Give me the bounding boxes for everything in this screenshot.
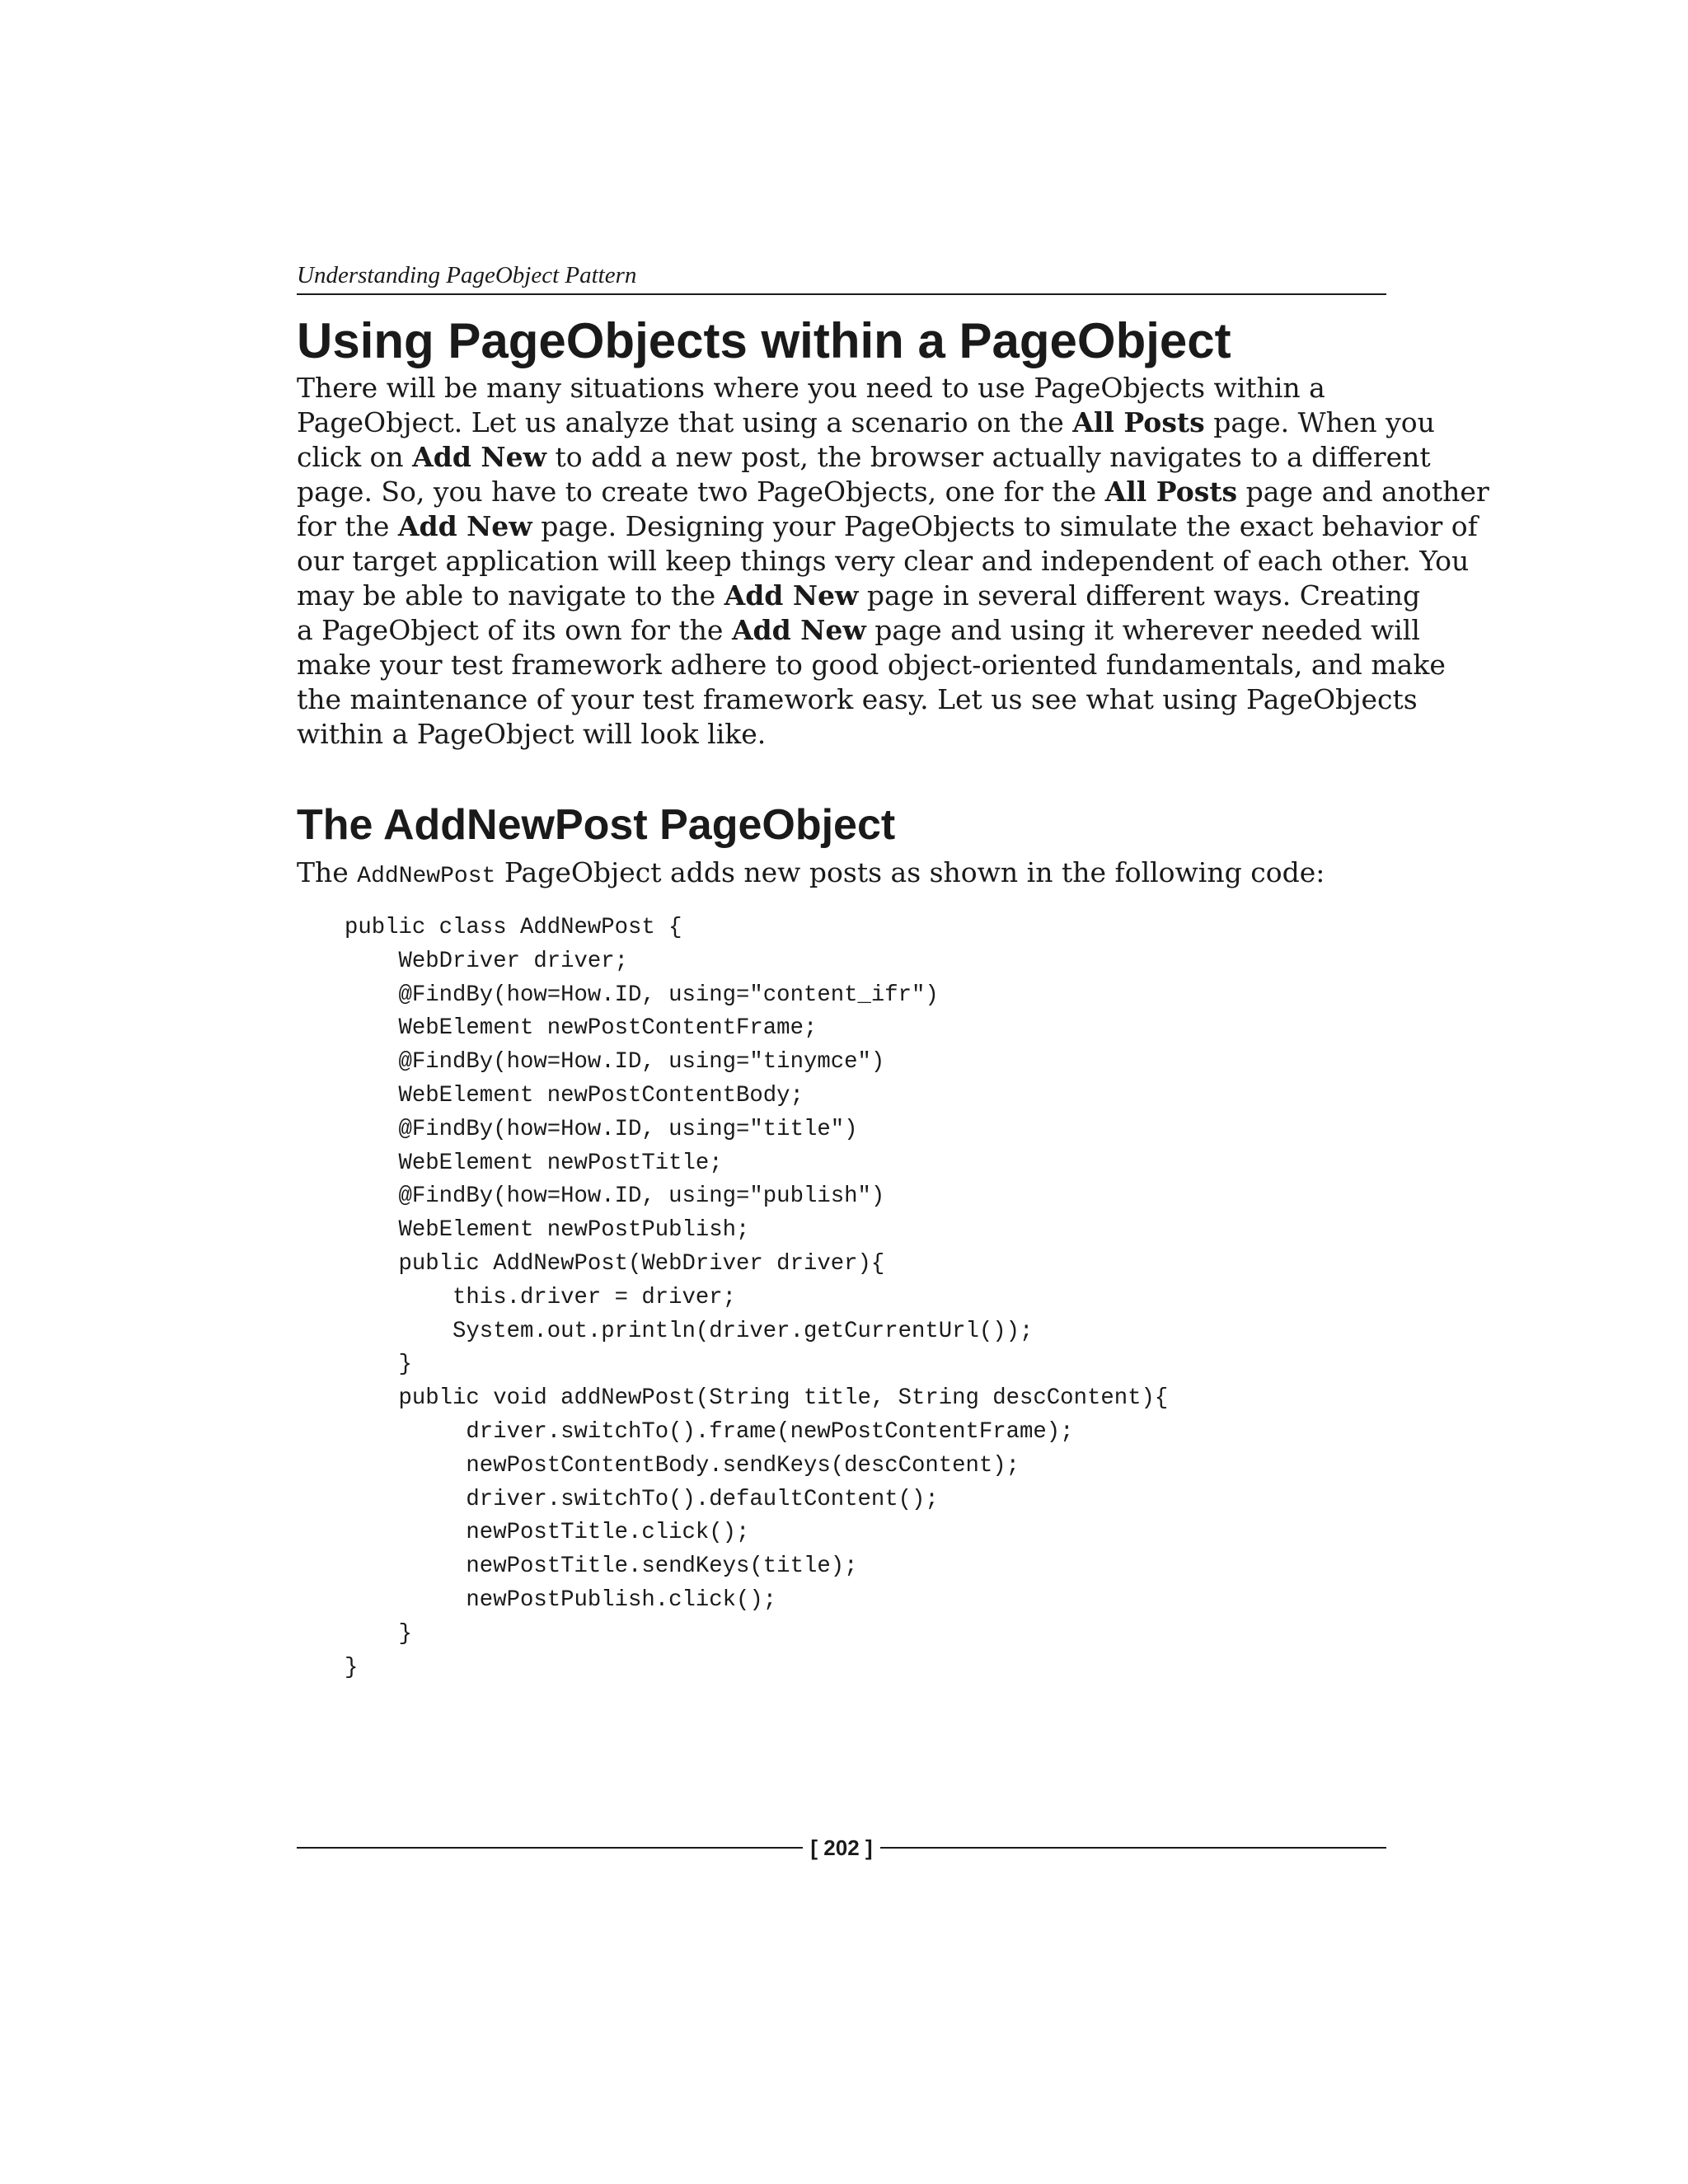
text-run: a PageObject of its own for the	[297, 614, 732, 646]
code-block	[345, 912, 1168, 1685]
text-run: page. So, you have to create two PageObjects, one for the	[297, 476, 1105, 508]
page-footer	[297, 1831, 1386, 1864]
code-line: @FindBy(how=How.ID, using="title")	[345, 1116, 858, 1142]
text-run: may be able to navigate to the	[297, 579, 724, 612]
intro-prefix: The	[297, 856, 358, 888]
text-run: page and using it wherever needed will	[865, 614, 1420, 646]
code-line: WebElement newPostContentFrame;	[345, 1015, 818, 1042]
bold-term: Add New	[412, 441, 546, 473]
intro-suffix: PageObject adds new posts as shown in the following code:	[495, 856, 1325, 888]
paragraph-line	[297, 544, 1470, 579]
bold-term: All Posts	[1072, 406, 1205, 438]
code-line: @FindBy(how=How.ID, using="publish")	[345, 1183, 885, 1210]
code-line: }	[345, 1352, 412, 1378]
code-line: WebElement newPostContentBody;	[345, 1082, 804, 1108]
code-line: }	[345, 1620, 412, 1647]
text-run: click on	[297, 441, 413, 473]
text-run: PageObject. Let us analyze that using a scenario on the	[297, 406, 1073, 438]
paragraph-line	[297, 648, 1446, 682]
running-header: Understanding PageObject Pattern	[297, 259, 1386, 295]
text-run: within a PageObject will look like.	[297, 718, 767, 750]
code-line: WebElement newPostPublish;	[345, 1217, 750, 1244]
text-run: make your test framework adhere to good object-oriented fundamentals, and make	[297, 649, 1446, 681]
code-line: newPostPublish.click();	[345, 1586, 777, 1613]
text-run: our target application will keep things very clear and independent of each other. You	[297, 545, 1470, 577]
intro-inline-code: AddNewPost	[357, 864, 496, 889]
code-line: System.out.println(driver.getCurrentUrl());	[345, 1318, 1034, 1344]
code-line: newPostTitle.sendKeys(title);	[345, 1554, 858, 1580]
text-run: page in several different ways. Creating	[858, 579, 1421, 612]
bold-term: Add New	[724, 579, 859, 612]
text-run: the maintenance of your test framework easy. Let us see what using PageObjects	[297, 683, 1418, 715]
paragraph-line	[297, 682, 1418, 717]
book-page	[297, 0, 1489, 2184]
code-line: WebDriver driver;	[345, 948, 628, 974]
code-line: driver.switchTo().defaultContent();	[345, 1486, 939, 1512]
code-line: public void addNewPost(String title, String descContent){	[345, 1385, 1169, 1412]
text-run: There will be many situations where you need to use PageObjects within a	[297, 372, 1325, 404]
section-title: Using PageObjects within a PageObject	[297, 313, 1231, 368]
subsection-intro	[297, 855, 1325, 894]
text-run: page. When you	[1204, 406, 1435, 438]
paragraph-line	[297, 440, 1431, 475]
subsection-title: The AddNewPost PageObject	[297, 801, 896, 849]
text-run: page. Designing your PageObjects to simulate the exact behavior of	[532, 510, 1478, 542]
code-line: newPostTitle.click();	[345, 1520, 750, 1546]
bold-term: Add New	[397, 510, 532, 542]
section-paragraph	[297, 371, 1489, 752]
text-run: to add a new post, the browser actually navigates to a different	[546, 441, 1431, 473]
code-line: driver.switchTo().frame(newPostContentFrame);	[345, 1418, 1074, 1445]
paragraph-line	[297, 579, 1421, 613]
paragraph-line	[297, 371, 1386, 405]
paragraph-line	[297, 405, 1435, 440]
code-line: @FindBy(how=How.ID, using="content_ifr")	[345, 982, 939, 1008]
bold-term: Add New	[731, 614, 866, 646]
code-line: newPostContentBody.sendKeys(descContent);	[345, 1452, 1020, 1479]
text-run: page and another	[1237, 476, 1489, 508]
paragraph-line	[297, 717, 1386, 752]
paragraph-line	[297, 509, 1478, 544]
paragraph-line	[297, 613, 1420, 648]
code-line: }	[345, 1654, 359, 1680]
code-line: this.driver = driver;	[345, 1284, 737, 1310]
page-number: [ 202 ]	[810, 1835, 873, 1860]
text-run: for the	[297, 510, 398, 542]
paragraph-line	[297, 475, 1489, 509]
code-line: public class AddNewPost {	[345, 915, 682, 940]
code-line: @FindBy(how=How.ID, using="tinymce")	[345, 1049, 885, 1076]
footer-rule-right	[880, 1847, 1386, 1849]
footer-rule-left	[297, 1847, 803, 1849]
bold-term: All Posts	[1104, 476, 1238, 508]
code-line: WebElement newPostTitle;	[345, 1150, 723, 1176]
code-line: public AddNewPost(WebDriver driver){	[345, 1250, 885, 1277]
